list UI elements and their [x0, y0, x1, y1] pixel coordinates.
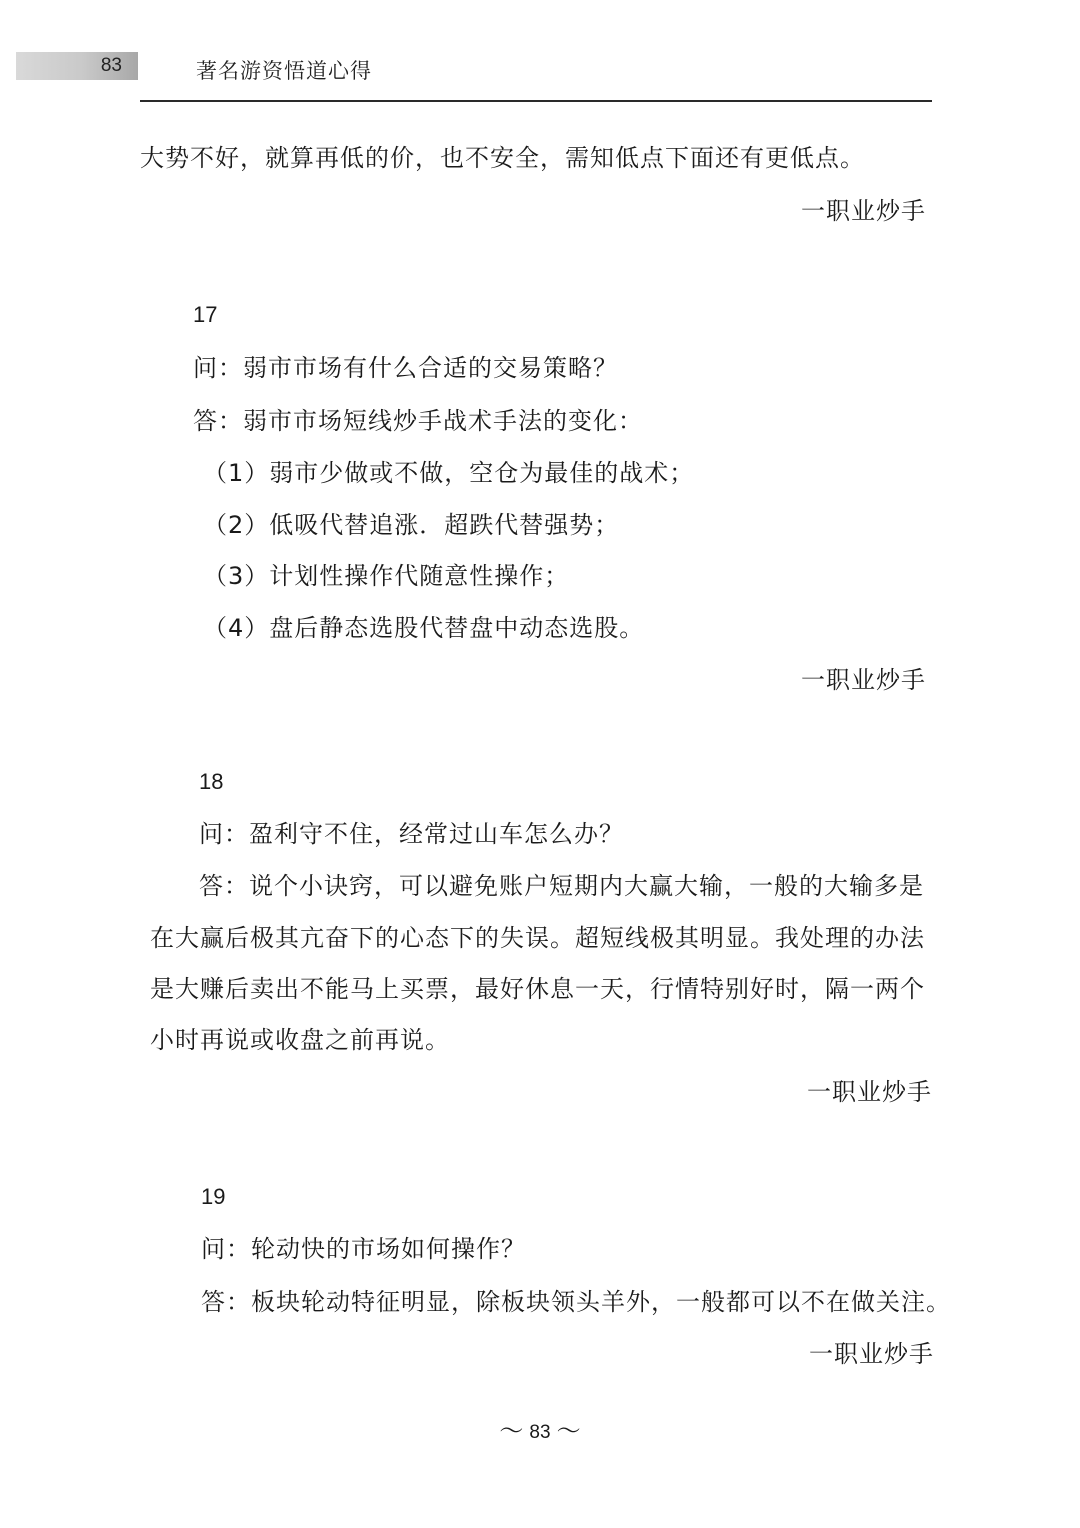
list-item: （1）弱市少做或不做，空仓为最佳的战术；: [203, 459, 695, 487]
attribution-18: 一职业炒手: [807, 1078, 932, 1106]
section-number-19: 19: [201, 1184, 226, 1209]
answer-intro-17: 答：弱市市场短线炒手战术手法的变化：: [193, 407, 643, 435]
attribution-17: 一职业炒手: [801, 666, 926, 694]
answer-19: 答：板块轮动特征明显，除板块领头羊外，一般都可以不在做关注。: [201, 1288, 951, 1316]
footer-tilde-left: ～: [499, 1417, 524, 1445]
answer-line: 小时再说或收盘之前再说。: [150, 1026, 450, 1054]
page-footer: [0, 1410, 1080, 1445]
page-number-box: [16, 52, 138, 80]
answer-line: 答：说个小诀窍，可以避免账户短期内大赢大输，一般的大输多是: [199, 872, 924, 900]
answer-line: 在大赢后极其亢奋下的心态下的失误。超短线极其明显。我处理的办法: [150, 924, 925, 952]
intro-attribution: 一职业炒手: [801, 197, 926, 225]
footer-tilde-right: ～: [556, 1417, 581, 1445]
running-title: 著名游资悟道心得: [196, 59, 372, 83]
question-17: 问：弱市市场有什么合适的交易策略？: [193, 354, 618, 382]
page-number: 83: [100, 55, 122, 76]
answer-line: 是大赚后卖出不能马上买票，最好休息一天，行情特别好时，隔一两个: [150, 975, 925, 1003]
list-item: （4）盘后静态选股代替盘中动态选股。: [203, 614, 645, 642]
list-item: （3）计划性操作代随意性操作；: [203, 562, 570, 590]
header-rule: [140, 100, 932, 102]
question-18: 问：盈利守不住，经常过山车怎么办？: [199, 820, 624, 848]
question-19: 问：轮动快的市场如何操作？: [201, 1235, 526, 1263]
attribution-19: 一职业炒手: [809, 1340, 934, 1368]
footer-page-number: 83: [529, 1422, 551, 1443]
section-number-17: 17: [193, 302, 218, 327]
intro-text: 大势不好，就算再低的价，也不安全，需知低点下面还有更低点。: [140, 144, 865, 172]
section-number-18: 18: [199, 769, 224, 794]
list-item: （2）低吸代替追涨．超跌代替强势；: [203, 511, 620, 539]
